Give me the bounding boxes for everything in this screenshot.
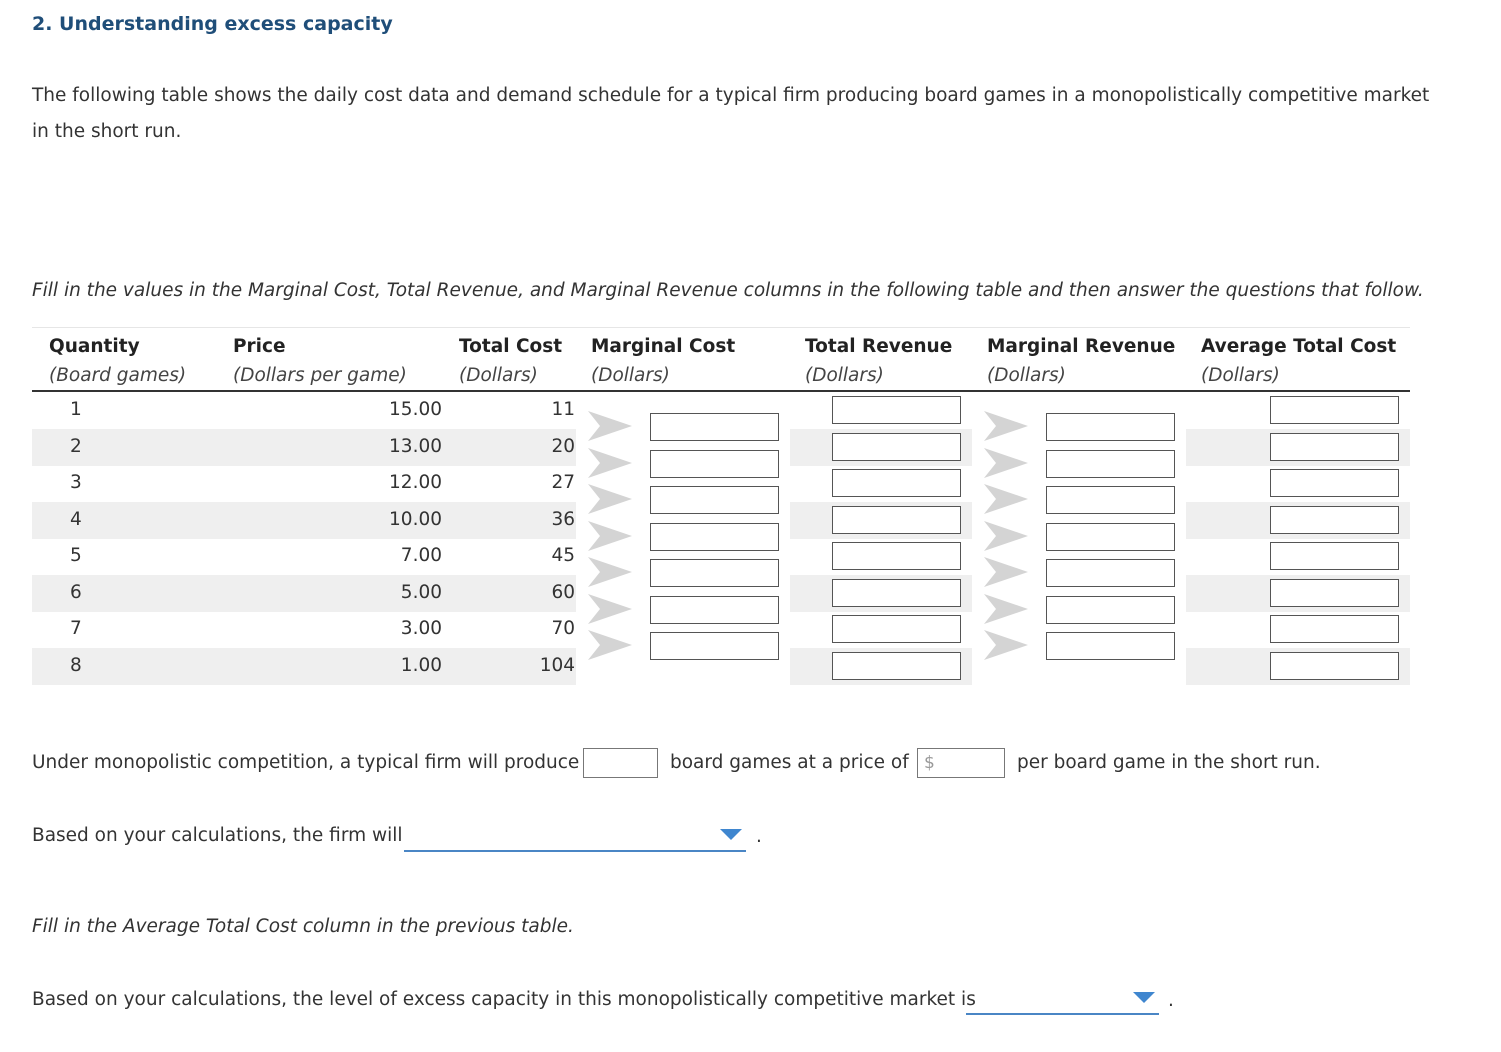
total-revenue-input[interactable]: [832, 396, 961, 424]
intro-paragraph: The following table shows the daily cost data and demand schedule for a typical firm producing board games in a monopolistically competitive market in the short run.: [32, 85, 1430, 142]
col-header-total-revenue: Total Revenue (Dollars): [805, 336, 953, 386]
quantity-answer-input[interactable]: [583, 748, 658, 778]
marginal-revenue-input[interactable]: [1046, 596, 1175, 624]
chevron-right-icon: [984, 411, 1028, 441]
q3-period: .: [1168, 990, 1174, 1011]
total-cost-cell: 104: [539, 654, 575, 676]
marginal-cost-input[interactable]: [650, 559, 779, 587]
marginal-cost-input[interactable]: [650, 413, 779, 441]
col-header-marginal-revenue: Marginal Revenue (Dollars): [987, 336, 1176, 386]
q3-text: Based on your calculations, the level of excess capacity in this monopolistically competitive market is: [32, 989, 976, 1010]
col-header-total-cost: Total Cost (Dollars): [459, 336, 563, 386]
total-cost-cell: 36: [551, 508, 575, 530]
average-total-cost-input[interactable]: [1270, 469, 1399, 497]
q1-text-middle: board games at a price of: [670, 752, 909, 773]
chevron-down-icon: [720, 829, 742, 840]
total-cost-cell: 60: [551, 581, 575, 603]
chevron-right-icon: [984, 594, 1028, 624]
average-total-cost-input[interactable]: [1270, 542, 1399, 570]
marginal-cost-input[interactable]: [650, 523, 779, 551]
average-total-cost-input[interactable]: [1270, 433, 1399, 461]
chevron-right-icon: [984, 521, 1028, 551]
quantity-cell: 3: [70, 472, 82, 493]
marginal-revenue-input[interactable]: [1046, 632, 1175, 660]
chevron-right-icon: [984, 630, 1028, 660]
chevron-right-icon: [984, 448, 1028, 478]
dollar-sign-placeholder: $: [924, 753, 935, 773]
price-cell: 13.00: [389, 435, 442, 457]
q2-period: .: [756, 826, 762, 847]
marginal-cost-input[interactable]: [650, 486, 779, 514]
price-answer-input[interactable]: [917, 748, 1005, 778]
average-total-cost-input[interactable]: [1270, 579, 1399, 607]
chevron-right-icon: [984, 557, 1028, 587]
quantity-cell: 7: [70, 618, 82, 639]
col-header-price: Price (Dollars per game): [233, 336, 407, 386]
marginal-revenue-input[interactable]: [1046, 450, 1175, 478]
col-header-average-total-cost: Average Total Cost (Dollars): [1201, 336, 1397, 386]
total-revenue-input[interactable]: [832, 579, 961, 607]
q1-text-after: per board game in the short run.: [1017, 752, 1321, 773]
total-revenue-input[interactable]: [832, 615, 961, 643]
quantity-cell: 6: [70, 581, 82, 603]
chevron-down-icon: [1133, 992, 1155, 1003]
total-cost-cell: 70: [551, 618, 575, 639]
price-cell: 7.00: [400, 545, 442, 566]
q2-text: Based on your calculations, the firm will: [32, 825, 403, 846]
table-header: [32, 327, 1410, 392]
marginal-cost-input[interactable]: [650, 596, 779, 624]
q1-text-before: Under monopolistic competition, a typical firm will produce: [32, 752, 580, 773]
table-instruction: Fill in the values in the Marginal Cost, Total Revenue, and Marginal Revenue columns in the following table and then answer the questions that follow.: [32, 280, 1424, 301]
chevron-right-icon: [588, 484, 632, 514]
page-title: 2. Understanding excess capacity: [32, 13, 393, 35]
chevron-right-icon: [588, 557, 632, 587]
total-revenue-input[interactable]: [832, 506, 961, 534]
chevron-right-icon: [984, 484, 1028, 514]
total-revenue-input[interactable]: [832, 542, 961, 570]
quantity-cell: 2: [70, 435, 82, 457]
marginal-revenue-input[interactable]: [1046, 523, 1175, 551]
total-cost-cell: 20: [551, 435, 575, 457]
price-cell: 15.00: [389, 399, 442, 420]
price-cell: 5.00: [400, 581, 442, 603]
quantity-cell: 4: [70, 508, 82, 530]
chevron-right-icon: [588, 448, 632, 478]
cost-revenue-table: [32, 327, 1410, 689]
total-cost-cell: 11: [551, 399, 575, 420]
total-cost-cell: 27: [551, 472, 575, 493]
price-cell: 1.00: [400, 654, 442, 676]
total-revenue-input[interactable]: [832, 652, 961, 680]
price-cell: 10.00: [389, 508, 442, 530]
quantity-cell: 5: [70, 545, 82, 566]
average-total-cost-input[interactable]: [1270, 396, 1399, 424]
average-total-cost-input[interactable]: [1270, 615, 1399, 643]
chevron-right-icon: [588, 594, 632, 624]
marginal-revenue-input[interactable]: [1046, 559, 1175, 587]
total-cost-cell: 45: [551, 545, 575, 566]
firm-outcome-dropdown[interactable]: [404, 822, 746, 852]
col-header-marginal-cost: Marginal Cost (Dollars): [591, 336, 736, 386]
price-cell: 12.00: [389, 472, 442, 493]
quantity-cell: 1: [70, 399, 82, 420]
col-header-quantity: Quantity (Board games): [49, 336, 187, 386]
chevron-right-icon: [588, 630, 632, 660]
average-total-cost-input[interactable]: [1270, 506, 1399, 534]
price-cell: 3.00: [400, 618, 442, 639]
chevron-right-icon: [588, 411, 632, 441]
marginal-revenue-input[interactable]: [1046, 413, 1175, 441]
excess-capacity-dropdown[interactable]: [966, 985, 1159, 1015]
marginal-cost-input[interactable]: [650, 632, 779, 660]
marginal-revenue-input[interactable]: [1046, 486, 1175, 514]
atc-instruction: Fill in the Average Total Cost column in the previous table.: [32, 916, 574, 937]
chevron-right-icon: [588, 521, 632, 551]
marginal-cost-input[interactable]: [650, 450, 779, 478]
average-total-cost-input[interactable]: [1270, 652, 1399, 680]
total-revenue-input[interactable]: [832, 433, 961, 461]
total-revenue-input[interactable]: [832, 469, 961, 497]
quantity-cell: 8: [70, 654, 82, 676]
